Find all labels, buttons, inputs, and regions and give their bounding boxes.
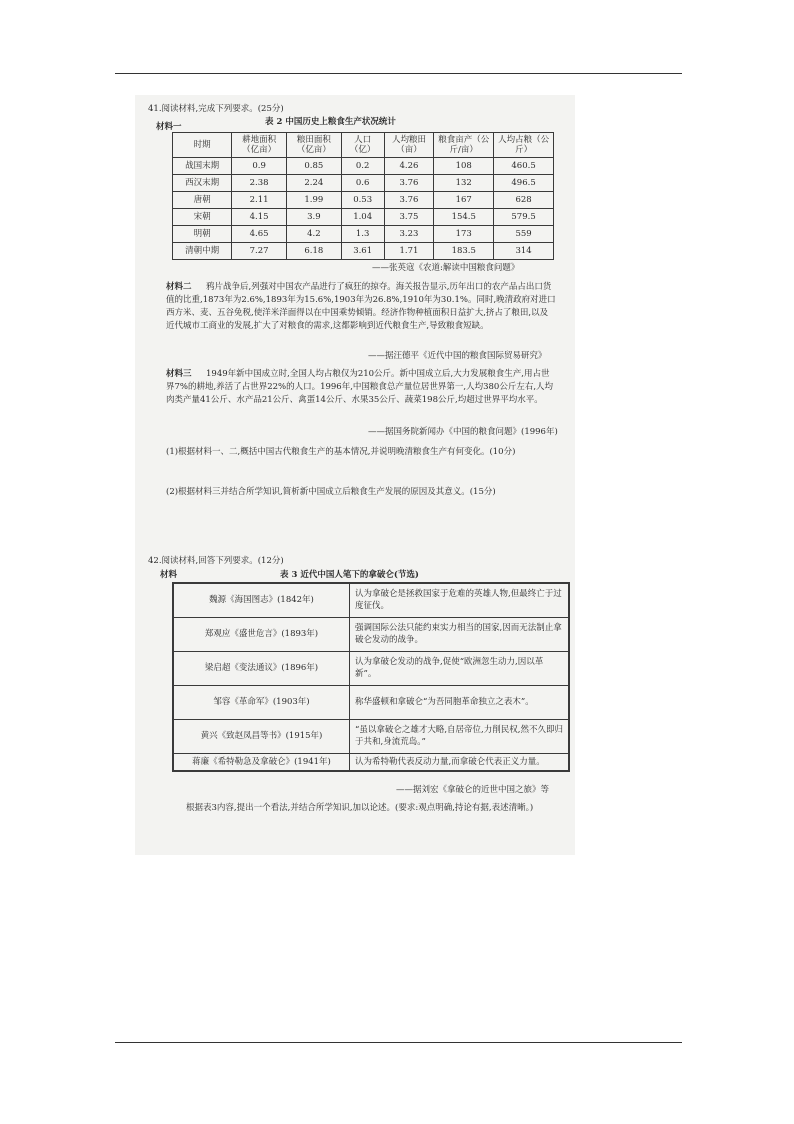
q42-source: ——据刘宏《拿破仑的近世中国之旅》等 <box>396 785 550 795</box>
q42-question: 根据表3内容,提出一个看法,并结合所学知识,加以论述。(要求:观点明确,持论有据,表述清晰。) <box>186 803 534 813</box>
material3-label: 材料三 <box>166 369 192 379</box>
material3-source: ——据国务院新闻办《中国的粮食问题》(1996年) <box>368 427 558 437</box>
table-row <box>173 617 569 651</box>
material2-source: ——据汪德平《近代中国的粮食国际贸易研究》 <box>368 351 547 361</box>
question-41-1: (1)根据材料一、二,概括中国古代粮食生产的基本情况,并说明晚清粮食生产有何变化。(10分) <box>166 447 516 457</box>
table-cell: 3.9 <box>286 209 341 226</box>
table-cell: 3.76 <box>384 192 434 209</box>
table-cell: 2.24 <box>286 175 341 192</box>
table-cell: 173 <box>434 226 494 243</box>
table-cell: 1.04 <box>341 209 384 226</box>
table-row <box>173 192 554 209</box>
table-cell: 清朝中期 <box>173 243 232 260</box>
table-cell: 宋朝 <box>173 209 232 226</box>
table-cell: 2.11 <box>232 192 287 209</box>
table-cell-author: 蒋廉《希特勒急及拿破仑》(1941年) <box>173 753 350 771</box>
table-cell: 7.27 <box>232 243 287 260</box>
table-row <box>173 209 554 226</box>
material3-text: 1949年新中国成立时,全国人均占粮仅为210公斤。新中国成立后,大力发展粮食生产,用占世界7%的耕地,养活了占世界22%的人口。1996年,中国粮食总产量位居世界第一,人均380公斤左右,人均肉类产量41公斤、水产品21公斤、禽蛋14公斤、水果35公斤、蔬菜198公斤,均超过世界平均水平。 <box>166 369 554 405</box>
table-cell: 132 <box>434 175 494 192</box>
table-cell: 0.2 <box>341 158 384 175</box>
table-row <box>173 243 554 260</box>
table-cell: 0.9 <box>232 158 287 175</box>
table-cell: 1.71 <box>384 243 434 260</box>
table-cell-author: 黄兴《致赵凤昌等书》(1915年) <box>173 719 350 753</box>
table-cell: 4.2 <box>286 226 341 243</box>
table-header-cell: 人均粮田（亩） <box>384 133 434 158</box>
table-cell: 167 <box>434 192 494 209</box>
table-header-cell: 时期 <box>173 133 232 158</box>
table-cell: 唐朝 <box>173 192 232 209</box>
table-cell: 460.5 <box>494 158 554 175</box>
table-header-row <box>173 133 554 158</box>
question-41-2: (2)根据材料三并结合所学知识,简析新中国成立后粮食生产发展的原因及其意义。(15分) <box>166 487 496 497</box>
table-cell: 0.53 <box>341 192 384 209</box>
table-cell-view: 认为拿破仑是拯救国家于危难的英雄人物,但最终亡于过度征伐。 <box>350 583 570 617</box>
table-cell: 3.75 <box>384 209 434 226</box>
grain-production-table <box>172 132 554 260</box>
table-cell: 4.26 <box>384 158 434 175</box>
table-cell: 1.3 <box>341 226 384 243</box>
bottom-rule <box>115 1042 682 1043</box>
table-cell: 西汉末期 <box>173 175 232 192</box>
table-cell: 183.5 <box>434 243 494 260</box>
table-cell: 496.5 <box>494 175 554 192</box>
q42-material-label: 材料 <box>160 570 178 580</box>
table-cell: 4.65 <box>232 226 287 243</box>
table-row <box>173 719 569 753</box>
table-cell-author: 魏源《海国图志》(1842年) <box>173 583 350 617</box>
table-header-cell: 粮田面积（亿亩） <box>286 133 341 158</box>
napoleon-views-table <box>172 582 570 772</box>
table-cell-view: 称华盛顿和拿破仑“为吾同胞革命独立之表木”。 <box>350 685 570 719</box>
table-row <box>173 753 569 771</box>
table-cell: 0.85 <box>286 158 341 175</box>
table-header-cell: 人口（亿） <box>341 133 384 158</box>
table-header-cell: 粮食亩产（公斤/亩） <box>434 133 494 158</box>
q41-header: 41.阅读材料,完成下列要求。(25分) <box>148 104 284 114</box>
material2-label: 材料二 <box>166 282 192 292</box>
top-rule <box>115 73 682 74</box>
table-cell: 3.23 <box>384 226 434 243</box>
table-cell: 0.6 <box>341 175 384 192</box>
table-row <box>173 175 554 192</box>
table-header-cell: 耕地面积（亿亩） <box>232 133 287 158</box>
table-row <box>173 685 569 719</box>
table-row <box>173 226 554 243</box>
q42-header: 42.阅读材料,回答下列要求。(12分) <box>148 556 284 566</box>
table-cell-author: 邹容《革命军》(1903年) <box>173 685 350 719</box>
table-row <box>173 158 554 175</box>
table-cell-author: 郑观应《盛世危言》(1893年) <box>173 617 350 651</box>
table-cell: 579.5 <box>494 209 554 226</box>
table-cell-view: 强调国际公法只能约束实力相当的国家,因而无法制止拿破仑发动的战争。 <box>350 617 570 651</box>
table-cell: 2.38 <box>232 175 287 192</box>
material1-source: ——张英寇《农道:解读中国粮食问题》 <box>372 263 520 273</box>
table-row <box>173 583 569 617</box>
table-cell: 559 <box>494 226 554 243</box>
table-cell-view: 认为希特勒代表反动力量,而拿破仑代表正义力量。 <box>350 753 570 771</box>
table-row <box>173 651 569 685</box>
material2-text: 鸦片战争后,列强对中国农产品进行了疯狂的掠夺。海关报告显示,历年出口的农产品占出口货值的比重,1873年为2.6%,1893年为15.6%,1903年为26.8%,1910年为30.1%。同时,晚清政府对进口西方米、麦、五谷免税,使洋米洋面得以在中国乘势倾销。经济作物种植面积日益扩大,挤占了粮田,以及近代城市工商业的发展,扩大了对粮食的需求,这都影响到近代粮食生产,导致粮食短缺。 <box>166 282 556 331</box>
table-cell: 6.18 <box>286 243 341 260</box>
table-cell: 108 <box>434 158 494 175</box>
table-cell: 314 <box>494 243 554 260</box>
table-cell: 3.61 <box>341 243 384 260</box>
table2-caption: 表 2 中国历史上粮食生产状况统计 <box>265 117 396 127</box>
table-cell: 1.99 <box>286 192 341 209</box>
table-header-cell: 人均占粮（公斤） <box>494 133 554 158</box>
table-cell: 3.76 <box>384 175 434 192</box>
table-cell-view: 认为拿破仑发动的战争,促使“欧洲忽生动力,因以革新”。 <box>350 651 570 685</box>
table-cell: 4.15 <box>232 209 287 226</box>
table-cell: 战国末期 <box>173 158 232 175</box>
material1-label: 材料一 <box>156 122 182 132</box>
table-cell-view: “虽以拿破仑之雄才大略,自居帝位,力削民权,然不久即归于共和,身流荒岛。” <box>350 719 570 753</box>
table-cell: 明朝 <box>173 226 232 243</box>
table-cell: 154.5 <box>434 209 494 226</box>
table-cell-author: 梁启超《变法通议》(1896年) <box>173 651 350 685</box>
table3-caption: 表 3 近代中国人笔下的拿破仑(节选) <box>280 570 419 580</box>
table-cell: 628 <box>494 192 554 209</box>
